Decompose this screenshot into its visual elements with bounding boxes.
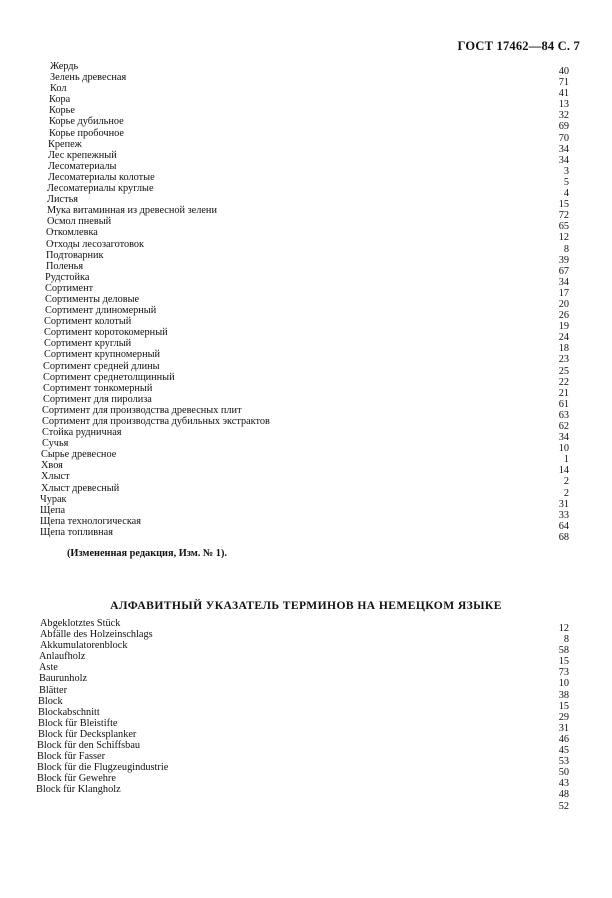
- index-entry: [0, 796, 612, 812]
- index-page-number: 70: [558, 132, 569, 144]
- index-term: Сортимент круглый: [44, 338, 132, 350]
- index-page-number: 24: [558, 332, 569, 344]
- index-page-number: 71: [558, 77, 569, 89]
- index-term: Крепеж: [48, 138, 82, 150]
- index-term: Abgeklotztes Stück: [40, 618, 121, 629]
- index-term: Рудстойка: [45, 271, 90, 283]
- index-page-number: 33: [558, 509, 569, 521]
- index-term: Хлыст древесный: [41, 482, 120, 494]
- index-page-number: 17: [558, 287, 569, 299]
- index-term: Лесоматериалы круглые: [47, 183, 154, 195]
- page-header: ГОСТ 17462—84 С. 7: [457, 39, 580, 53]
- index-term: Сортимент крупномерный: [44, 349, 161, 361]
- index-page-number: 65: [558, 221, 569, 233]
- index-page-number: 34: [558, 154, 569, 166]
- index-term: Кора: [49, 94, 71, 106]
- index-page-number: 64: [558, 520, 569, 532]
- index-page-number: 2: [563, 476, 569, 488]
- index-page-number: 23: [558, 354, 569, 366]
- index-page-number: 21: [558, 387, 569, 399]
- index-page-number: 1: [563, 454, 569, 466]
- index-page-number: 3: [563, 165, 569, 177]
- index-term: Сортимент колотый: [44, 316, 132, 328]
- index-page-number: 39: [558, 254, 569, 266]
- index-page-number: 15: [558, 199, 569, 211]
- index-term: Осмол пневый: [47, 216, 112, 228]
- index-page-number: 63: [558, 409, 569, 421]
- index-term: Чурак: [40, 493, 67, 505]
- index-page-number: 29: [558, 711, 569, 723]
- index-term: Щепа топливная: [40, 526, 113, 538]
- index-term: Blätter: [39, 684, 68, 696]
- index-term: Лесоматериалы: [48, 160, 117, 172]
- index-page-number: 2: [563, 487, 569, 499]
- index-term: Сучья: [42, 438, 69, 450]
- index-term: Щепа: [40, 504, 66, 516]
- index-term: Откомлевка: [46, 227, 98, 239]
- index-entry: [0, 618, 612, 634]
- index-page-number: 34: [558, 432, 569, 444]
- index-page-number: 68: [558, 531, 569, 543]
- index-term: Сортимент коротокомерный: [44, 327, 168, 339]
- index-page-number: 48: [558, 789, 569, 801]
- index-term: Сортимент средней длины: [43, 360, 160, 372]
- index-term: Сортименты деловые: [45, 293, 140, 305]
- index-term: Стойка рудничная: [42, 427, 122, 439]
- index-term: Baurunholz: [39, 673, 88, 685]
- index-term: Сортимент для производства дубильных экстрактов: [42, 416, 270, 427]
- index-term: Отходы лесозаготовок: [46, 238, 145, 250]
- index-term: Block: [38, 695, 63, 707]
- index-page-number: 12: [558, 232, 569, 244]
- index-page-number: 8: [563, 243, 569, 255]
- index-term: Block für Fasser: [37, 751, 106, 763]
- index-entry: [0, 784, 612, 801]
- index-term: Block für Bleistifte: [38, 717, 118, 729]
- index-term: Сортимент для производства древесных плит: [42, 404, 242, 416]
- index-page-number: 8: [563, 634, 569, 646]
- index-page-number: 53: [558, 756, 569, 768]
- index-term: Хвоя: [41, 460, 63, 472]
- index-page-number: 58: [558, 645, 569, 657]
- index-term: Anlaufholz: [39, 651, 86, 663]
- index-term: Сортимент: [45, 282, 94, 294]
- index-term: Сортимент среднетолщинный: [43, 371, 175, 383]
- index-term: Корье: [49, 105, 75, 117]
- russian-term-index: [0, 61, 612, 543]
- index-term: Blockabschnitt: [38, 706, 100, 718]
- index-page-number: 14: [558, 465, 569, 477]
- index-page-number: 12: [558, 623, 569, 634]
- index-page-number: 62: [558, 421, 569, 432]
- index-page-number: 34: [558, 143, 569, 155]
- index-term: Подтоварник: [46, 249, 104, 261]
- index-term: Поленья: [46, 260, 84, 272]
- index-page-number: 10: [558, 443, 569, 455]
- index-entry: [0, 171, 612, 188]
- index-term: Сортимент тонкомерный: [43, 382, 153, 394]
- index-term: Block für Klangholz: [36, 784, 121, 796]
- index-term: Хлыст: [41, 471, 70, 483]
- index-page-number: 31: [558, 498, 569, 510]
- index-term: Лес крепежный: [48, 149, 117, 161]
- index-page-number: 18: [558, 343, 569, 355]
- index-page-number: 40: [558, 66, 569, 77]
- index-page-number: 38: [558, 689, 569, 701]
- index-term: Щепа технологическая: [40, 515, 141, 527]
- index-page-number: 10: [558, 678, 569, 690]
- index-page-number: 41: [558, 88, 569, 100]
- revision-note: (Измененная редакция, Изм. № 1).: [67, 548, 227, 559]
- index-term: Лесоматериалы колотые: [48, 171, 155, 183]
- index-page-number: 32: [558, 110, 569, 122]
- index-page-number: 15: [558, 656, 569, 668]
- index-page-number: 34: [558, 276, 569, 288]
- index-page-number: 73: [558, 667, 569, 679]
- index-page-number: 20: [558, 298, 569, 310]
- index-term: Block für Gewehre: [37, 773, 116, 785]
- index-term: Мука витаминная из древесной зелени: [47, 205, 217, 217]
- index-term: Block für die Flugzeugindustrie: [37, 762, 169, 774]
- index-term: Aste: [39, 662, 58, 674]
- german-term-index: [0, 618, 612, 812]
- index-page-number: 61: [558, 398, 569, 410]
- index-entry: [0, 61, 612, 77]
- index-page-number: 72: [558, 210, 569, 222]
- index-term: Кол: [50, 83, 67, 95]
- index-term: Block für Decksplanker: [38, 728, 137, 740]
- index-term: Сырье древесное: [41, 449, 117, 461]
- index-page-number: 13: [558, 99, 569, 111]
- index-term: Akkumulatorenblock: [40, 640, 128, 652]
- index-page-number: 45: [558, 745, 569, 757]
- index-term: Сортимент длиномерный: [45, 305, 157, 317]
- index-page-number: 15: [558, 700, 569, 712]
- index-page-number: 50: [558, 767, 569, 779]
- index-page-number: 31: [558, 722, 569, 734]
- index-page-number: 25: [558, 365, 569, 377]
- index-term: Block für den Schiffsbau: [37, 740, 141, 752]
- index-page-number: 26: [558, 310, 569, 322]
- index-page-number: 19: [558, 321, 569, 333]
- index-term: Листья: [47, 194, 78, 206]
- index-page-number: 4: [563, 188, 569, 200]
- index-page-number: 5: [563, 176, 569, 188]
- index-term: Сортимент для пиролиза: [43, 393, 152, 405]
- index-term: Корье дубильное: [49, 116, 124, 128]
- index-term: Abfälle des Holzeinschlags: [40, 629, 153, 641]
- index-page-number: 67: [558, 265, 569, 277]
- index-term: Жердь: [50, 61, 79, 72]
- index-term: Зелень древесная: [50, 72, 127, 84]
- index-entry: [0, 416, 612, 432]
- index-page-number: 69: [558, 121, 569, 133]
- german-index-title: АЛФАВИТНЫЙ УКАЗАТЕЛЬ ТЕРМИНОВ НА НЕМЕЦКОМ ЯЗЫКЕ: [110, 599, 502, 612]
- index-page-number: 43: [558, 778, 569, 790]
- index-page-number: 22: [558, 376, 569, 388]
- index-page-number: 52: [558, 800, 569, 812]
- index-term: Корье пробочное: [49, 127, 124, 139]
- index-page-number: 46: [558, 733, 569, 745]
